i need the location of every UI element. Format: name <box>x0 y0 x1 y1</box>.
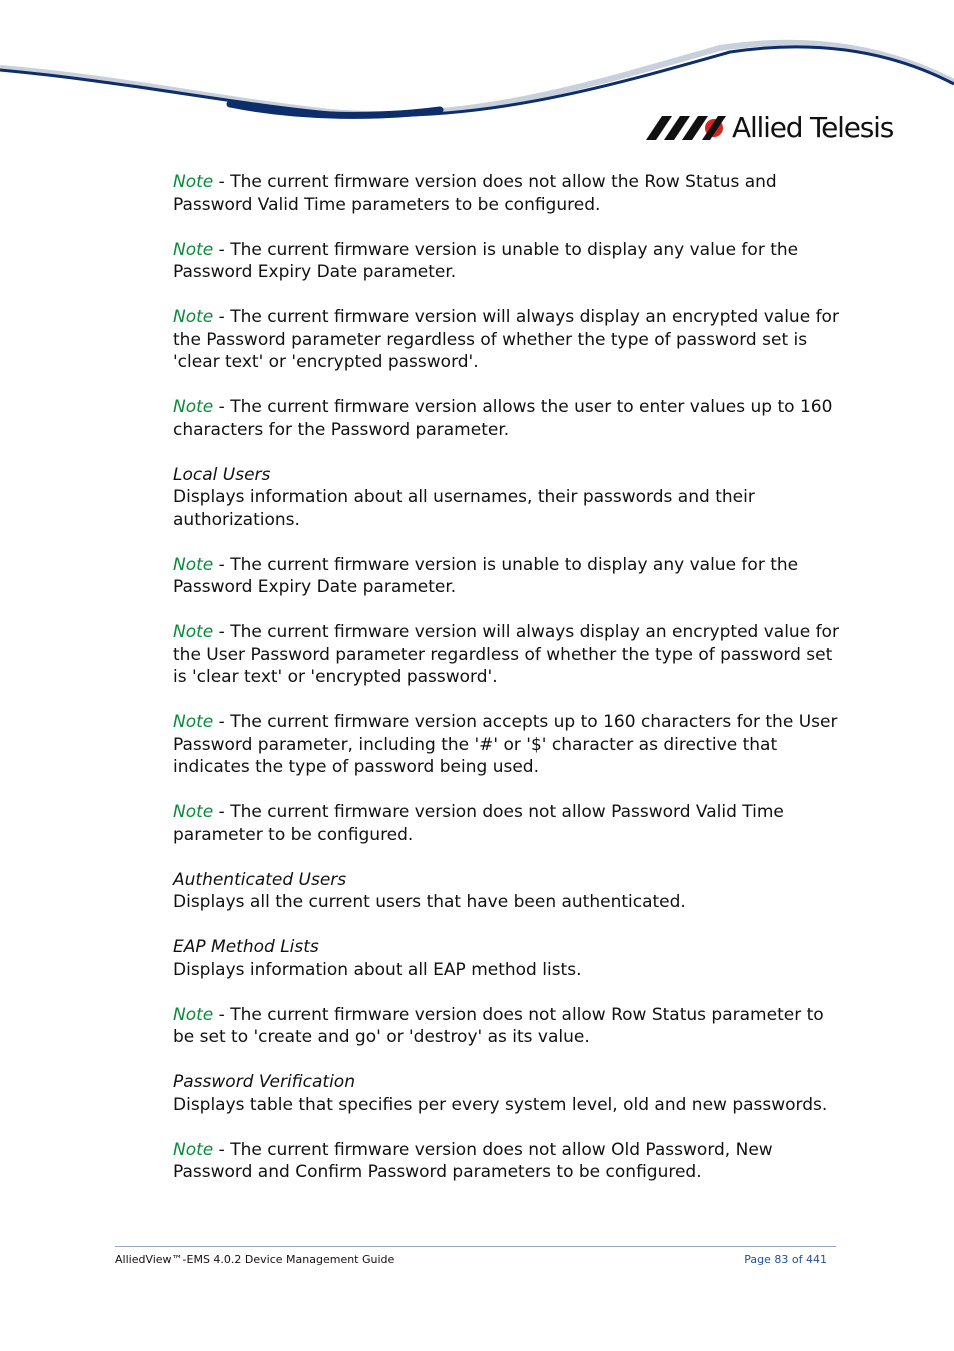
note-text: - The current firmware version is unable to display any value for the Password Expiry Date parameter. <box>173 554 799 597</box>
note-label: Note <box>173 307 214 327</box>
logo-text: Allied Telesis <box>732 111 894 144</box>
section-heading: EAP Method Lists <box>173 937 319 957</box>
note-text: - The current firmware version is unable to display any value for the Password Expiry Date parameter. <box>173 239 799 282</box>
note-label: Note <box>173 1004 214 1025</box>
note-text: - The current firmware version allows the user to enter values up to 160 characters for the Password parameter. <box>173 397 833 440</box>
section-description: Displays information about all usernames, their passwords and their authorizations. <box>173 487 755 530</box>
note-text: - The current firmware version does not allow the Row Status and Password Valid Time parameters to be configured. <box>173 172 777 215</box>
note-text: - The current firmware version does not allow Old Password, New Password and Confirm Password parameters to be configured. <box>173 1139 773 1182</box>
note-label: Note <box>173 239 214 260</box>
note-paragraph <box>173 396 845 441</box>
note-paragraph <box>173 239 845 284</box>
note-label: Note <box>173 712 214 732</box>
section-description: Displays all the current users that have been authenticated. <box>173 892 686 912</box>
note-label: Note <box>173 397 214 417</box>
section-heading: Authenticated Users <box>173 869 347 890</box>
note-paragraph <box>173 1004 845 1049</box>
footer-guide-title: AlliedView™-EMS 4.0.2 Device Management Guide <box>115 1253 395 1266</box>
section-heading: Local Users <box>173 464 271 485</box>
logo-mark-icon <box>646 110 726 146</box>
page-content <box>173 171 845 1184</box>
note-label: Note <box>173 554 214 575</box>
footer-page-number: Page 83 of 441 <box>744 1253 827 1266</box>
note-label: Note <box>173 172 214 192</box>
section-local-users <box>173 464 845 532</box>
section-eap-method-lists <box>173 936 845 981</box>
note-paragraph <box>173 711 845 779</box>
note-paragraph <box>173 171 845 216</box>
note-paragraph <box>173 554 845 599</box>
section-description: Displays information about all EAP method lists. <box>173 959 582 980</box>
section-description: Displays table that specifies per every system level, old and new passwords. <box>173 1094 828 1115</box>
note-paragraph <box>173 621 845 689</box>
note-paragraph <box>173 1139 845 1184</box>
note-text: - The current firmware version accepts up to 160 characters for the User Password parameter, including the '#' or '$' character as directive that indicates the type of password being used. <box>173 712 838 777</box>
note-paragraph <box>173 306 845 374</box>
note-label: Note <box>173 802 214 822</box>
note-text: - The current firmware version does not allow Password Valid Time parameter to be configured. <box>173 802 784 845</box>
section-password-verification <box>173 1071 845 1116</box>
footer-divider <box>115 1246 836 1247</box>
section-authenticated-users <box>173 869 845 914</box>
note-paragraph <box>173 801 845 846</box>
note-text: - The current firmware version does not allow Row Status parameter to be set to 'create and go' or 'destroy' as its value. <box>173 1004 824 1047</box>
allied-telesis-logo <box>646 110 906 146</box>
section-heading: Password Verification <box>173 1072 355 1092</box>
note-label: Note <box>173 1139 214 1160</box>
note-text: - The current firmware version will always display an encrypted value for the User Password parameter regardless of whether the type of password set is 'clear text' or 'encrypted password'. <box>173 622 839 687</box>
note-text: - The current firmware version will always display an encrypted value for the Password parameter regardless of whether the type of password set is 'clear text' or 'encrypted password'. <box>173 307 839 372</box>
note-label: Note <box>173 622 214 642</box>
